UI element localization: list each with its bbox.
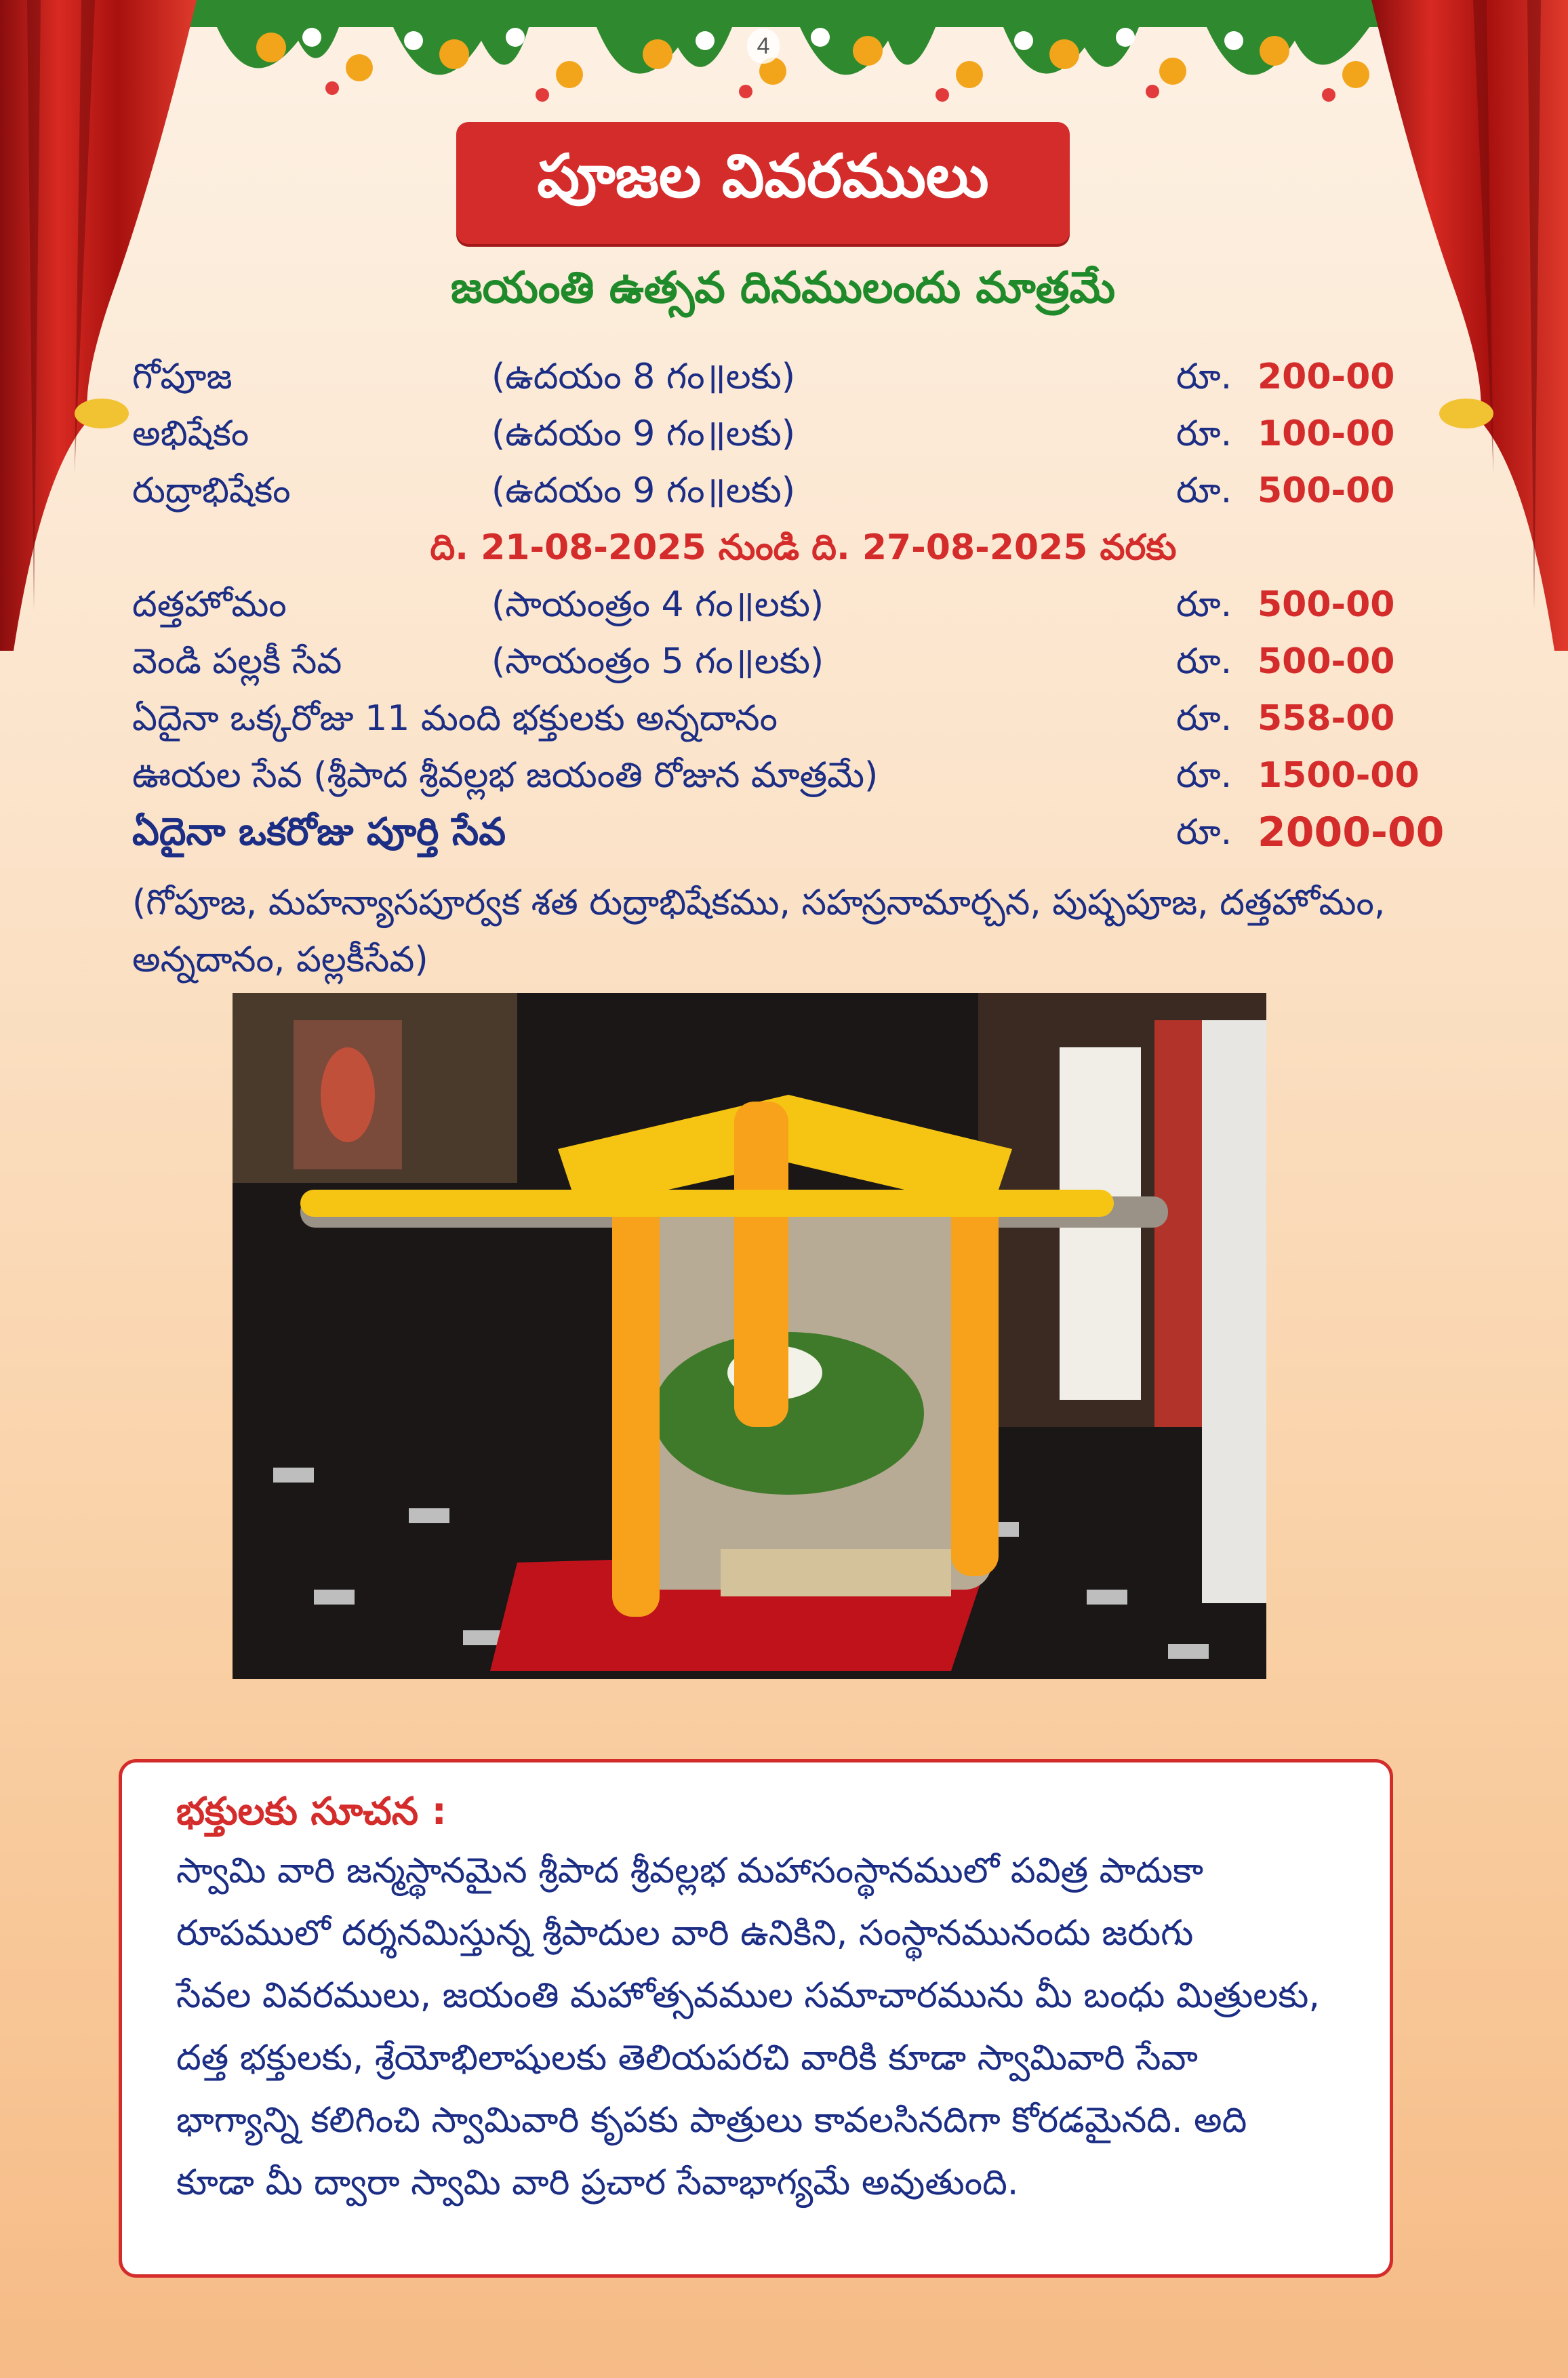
puja-row (132, 576, 1474, 633)
devotee-notice (119, 1759, 1393, 2278)
notice-line: దత్త భక్తులకు, శ్రేయోభిలాషులకు తెలియపరచి వారికి కూడా స్వామివారి సేవా (176, 2038, 1198, 2078)
puja-row (132, 747, 1474, 804)
notice-line: కూడా మీ ద్వారా స్వామి వారి ప్రచార సేవాభాగ్యమే అవుతుంది. (176, 2162, 1019, 2203)
full-seva-row (132, 804, 1474, 861)
currency-label: రూ. (1176, 641, 1232, 682)
puja-name: ఊయల సేవ (శ్రీపాద శ్రీవల్లభ జయంతి రోజున మాత్రమే) (132, 755, 879, 796)
currency-label: రూ. (1176, 470, 1232, 511)
date-range: ది. 21-08-2025 నుండి ది. 27-08-2025 వరకు (430, 527, 1177, 568)
puja-name: ఏదైనా ఒకరోజు పూర్తి సేవ (132, 810, 506, 854)
puja-row (132, 633, 1474, 690)
currency-label: రూ. (1176, 812, 1232, 853)
puja-amount: 500-00 (1258, 641, 1395, 682)
puja-name: దత్తహోమం (132, 584, 287, 625)
subtitle: జయంతి ఉత్సవ దినములందు మాత్రమే (450, 263, 1116, 313)
puja-name: గోపూజ (132, 357, 233, 397)
puja-row (132, 690, 1474, 747)
notice-line: స్వామి వారి జన్మస్థానమైన శ్రీపాద శ్రీవల్లభ మహాసంస్థానములో పవిత్ర పాదుకా (176, 1851, 1204, 1891)
puja-amount: 100-00 (1258, 414, 1395, 454)
notice-title: భక్తులకు సూచన : (176, 1790, 447, 1834)
puja-time: (ఉదయం 8 గం॥లకు) (491, 357, 795, 397)
palanquin-illustration (233, 993, 1266, 1679)
palanquin-photo (233, 993, 1266, 1679)
notice-line: సేవల వివరములు, జయంతి మహోత్సవముల సమాచారమును మీ బంధు మిత్రులకు, (176, 1975, 1320, 2016)
puja-amount: 500-00 (1258, 470, 1395, 511)
puja-time: (ఉదయం 9 గం॥లకు) (491, 414, 795, 454)
puja-amount: 558-00 (1258, 698, 1395, 739)
puja-name: అభిషేకం (132, 414, 249, 454)
currency-label: రూ. (1176, 357, 1232, 397)
page-title (456, 122, 1070, 244)
currency-label: రూ. (1176, 414, 1232, 454)
note-line: అన్నదానం, పల్లకీసేవ) (132, 940, 428, 980)
puja-row (132, 348, 1474, 405)
puja-name: ఏదైనా ఒక్కరోజు 11 మంది భక్తులకు అన్నదానం (132, 698, 778, 739)
puja-time: (సాయంత్రం 4 గం॥లకు) (491, 584, 824, 625)
puja-amount: 2000-00 (1258, 809, 1445, 856)
puja-name: వెండి పల్లకీ సేవ (132, 641, 342, 682)
page-title-text: పూజల వివరములు (537, 140, 989, 211)
puja-time: (ఉదయం 9 గం॥లకు) (491, 470, 795, 511)
puja-amount: 1500-00 (1258, 755, 1420, 796)
puja-name: రుద్రాభిషేకం (132, 470, 291, 511)
currency-label: రూ. (1176, 755, 1232, 796)
puja-amount: 500-00 (1258, 584, 1395, 625)
currency-label: రూ. (1176, 698, 1232, 739)
note-line: (గోపూజ, మహన్యాసపూర్వక శత రుద్రాభిషేకము, సహస్రనామార్చన, పుష్పపూజ, దత్తహోమం, (132, 883, 1386, 923)
currency-label: రూ. (1176, 584, 1232, 625)
puja-row (132, 405, 1474, 462)
notice-line: భాగ్యాన్ని కలిగించి స్వామివారి కృపకు పాత్రులు కావలసినదిగా కోరడమైనది. అది (176, 2100, 1247, 2141)
puja-time: (సాయంత్రం 5 గం॥లకు) (491, 641, 824, 682)
puja-row (132, 462, 1474, 519)
page-number: 4 (747, 28, 780, 64)
notice-line: రూపములో దర్శనమిస్తున్న శ్రీపాదుల వారి ఉనికిని, సంస్థానమునందు జరుగు (176, 1913, 1194, 1954)
full-seva-note (132, 874, 1474, 988)
flower-garland (190, 0, 1396, 129)
puja-amount: 200-00 (1258, 357, 1395, 397)
